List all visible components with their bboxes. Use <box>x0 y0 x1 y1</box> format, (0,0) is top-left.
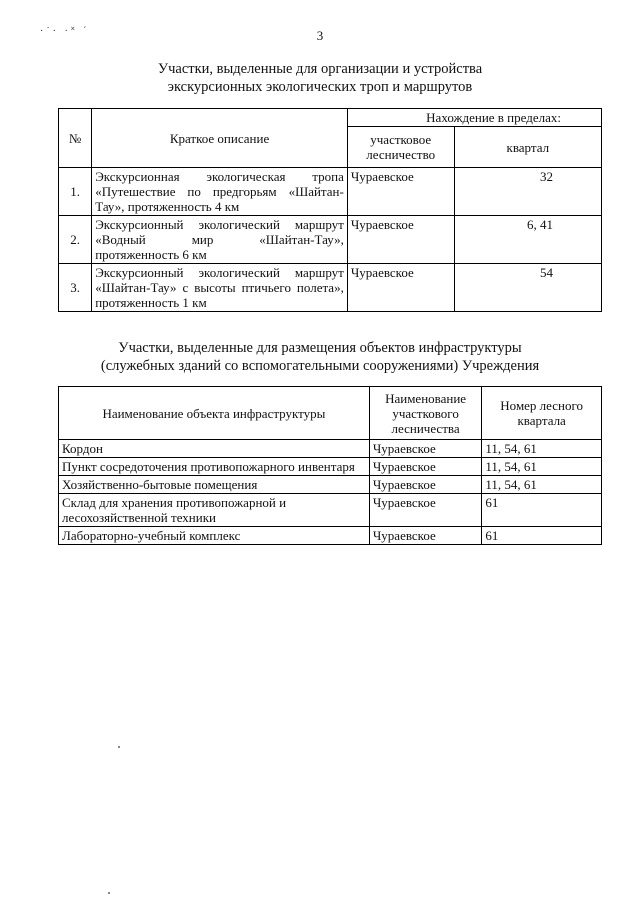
row-forestry: Чураевское <box>347 216 454 264</box>
header-forestry-name: Наименование участкового лесничества <box>369 387 481 440</box>
row-quarter: 11, 54, 61 <box>482 440 602 458</box>
table-row <box>59 458 602 476</box>
row-forestry: Чураевское <box>369 527 481 545</box>
row-forestry: Чураевское <box>369 458 481 476</box>
infrastructure-table <box>58 386 602 545</box>
row-description: Экскурсионный экологический маршрут «Водный мир «Шайтан-Тау», протяженность 6 км <box>92 216 348 264</box>
header-location-group: Нахождение в пределах: <box>347 109 601 127</box>
header-forestry: участковое лесничество <box>347 127 454 168</box>
header-quarter: квартал <box>454 127 601 168</box>
table-row <box>59 168 602 216</box>
row-quarter: 11, 54, 61 <box>482 458 602 476</box>
table-row <box>59 440 602 458</box>
row-quarter: 11, 54, 61 <box>482 476 602 494</box>
row-forestry: Чураевское <box>369 494 481 527</box>
section1-title-line2: экскурсионных экологических троп и маршрутов <box>167 79 473 95</box>
page-number: 3 <box>316 28 324 43</box>
row-quarter: 61 <box>482 494 602 527</box>
header-object-name: Наименование объекта инфраструктуры <box>59 387 370 440</box>
row-forestry: Чураевское <box>369 476 481 494</box>
table-row <box>59 527 602 545</box>
row-object-name: Пункт сосредоточения противопожарного инвентаря <box>59 458 370 476</box>
row-forestry: Чураевское <box>347 264 454 312</box>
row-object-name: Лабораторно-учебный комплекс <box>59 527 370 545</box>
scan-marks: ·˙· ·˟ ˊ <box>40 26 90 37</box>
scan-speck <box>118 746 120 748</box>
table-row <box>59 264 602 312</box>
table-row <box>59 216 602 264</box>
header-num: № <box>59 109 92 168</box>
table-header-row <box>59 387 602 440</box>
section2-title <box>0 339 640 375</box>
row-object-name: Хозяйственно-бытовые помещения <box>59 476 370 494</box>
row-quarter: 32 <box>454 168 601 216</box>
section2-title-line2: (служебных зданий со вспомогательными сооружениями) Учреждения <box>100 358 540 374</box>
header-description: Краткое описание <box>92 109 348 168</box>
row-object-name: Кордон <box>59 440 370 458</box>
row-forestry: Чураевское <box>369 440 481 458</box>
section2-title-line1: Участки, выделенные для размещения объектов инфраструктуры <box>118 340 522 356</box>
header-quarter-number: Номер лесного квартала <box>482 387 602 440</box>
table-row <box>59 476 602 494</box>
table-header-row <box>59 109 602 127</box>
row-quarter: 6, 41 <box>454 216 601 264</box>
row-number: 2. <box>59 216 92 264</box>
row-number: 1. <box>59 168 92 216</box>
row-number: 3. <box>59 264 92 312</box>
row-description: Экскурсионная экологическая тропа «Путешествие по предгорьям «Шайтан-Тау», протяженность 4 км <box>92 168 348 216</box>
scan-speck <box>108 892 110 894</box>
table-row <box>59 494 602 527</box>
section1-title-line1: Участки, выделенные для организации и устройства <box>157 61 483 77</box>
row-quarter: 61 <box>482 527 602 545</box>
row-description: Экскурсионный экологический маршрут «Шайтан-Тау» с высоты птичьего полета», протяженность 1 км <box>92 264 348 312</box>
row-quarter: 54 <box>454 264 601 312</box>
eco-trails-table <box>58 108 602 312</box>
section1-title <box>0 60 640 96</box>
row-forestry: Чураевское <box>347 168 454 216</box>
row-object-name: Склад для хранения противопожарной и лесохозяйственной техники <box>59 494 370 527</box>
